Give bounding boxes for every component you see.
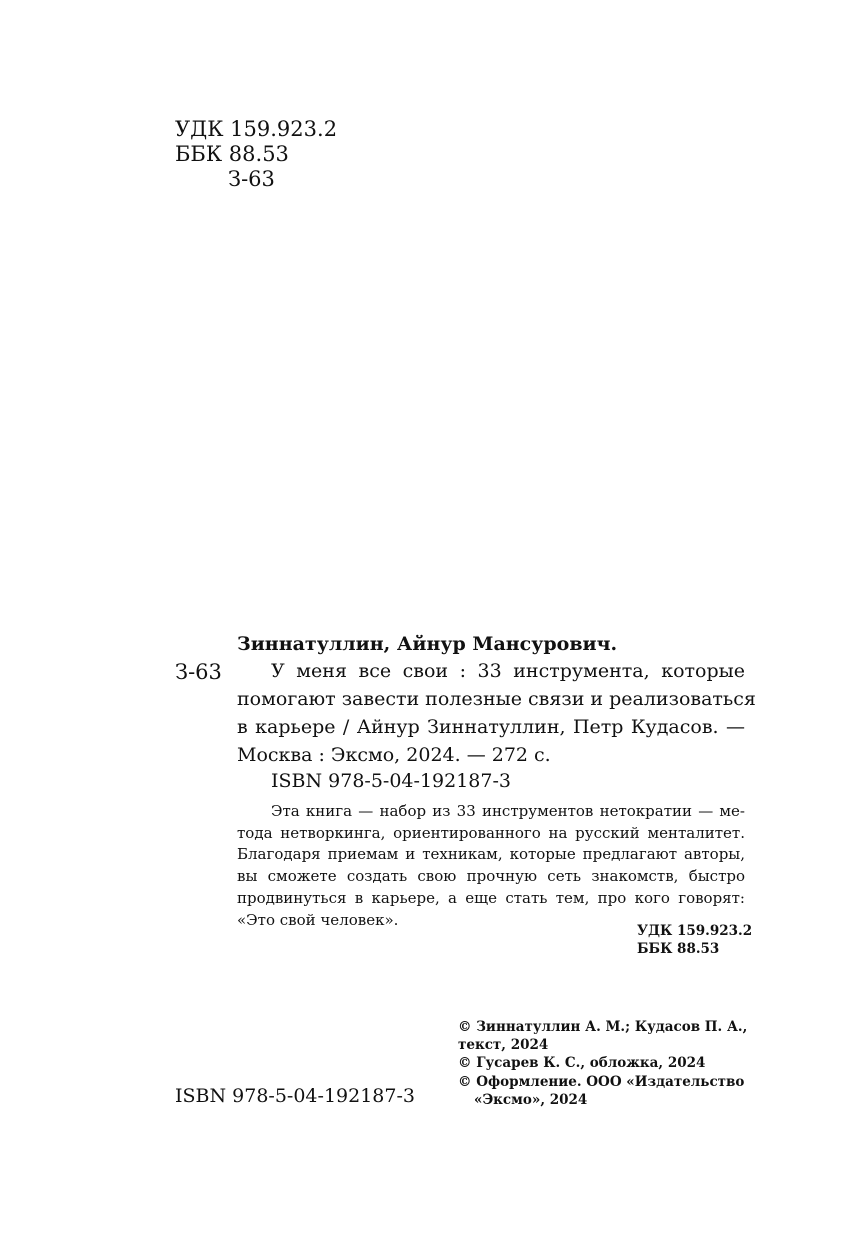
annotation-line: Благодаря приемам и техникам, которые предлагают авторы, [237, 845, 745, 864]
bbk-code-card: ББК 88.53 [637, 941, 720, 957]
isbn-footer: ISBN 978-5-04-192187-3 [175, 1085, 415, 1107]
udk-code-card: УДК 159.923.2 [637, 923, 753, 939]
copyright-line: © Оформление. ООО «Издательство [458, 1073, 745, 1090]
copyright-line: текст, 2024 [458, 1037, 549, 1054]
author-mark-top: З-63 [228, 167, 275, 191]
udk-code-top: УДК 159.923.2 [175, 117, 338, 141]
copyright-line: © Гусарев К. С., обложка, 2024 [458, 1055, 706, 1072]
bbk-code-top: ББК 88.53 [175, 142, 289, 166]
annotation-line: продвинуться в карьере, а еще стать тем, про кого говорят: [237, 888, 745, 907]
copyright-line: © Зиннатуллин А. М.; Кудасов П. А., [458, 1019, 748, 1035]
description-line: У меня все свои : 33 инструмента, которые [271, 660, 745, 682]
author-mark-card: З-63 [175, 660, 222, 684]
description-line: помогают завести полезные связи и реализоваться [237, 688, 756, 710]
annotation-line: Эта книга — набор из 33 инструментов нетократии — ме- [271, 802, 745, 820]
description-line: Москва : Эксмо, 2024. — 272 с. [237, 744, 551, 766]
annotation-line: тода нетворкинга, ориентированного на русский менталитет. [237, 823, 745, 842]
isbn-card: ISBN 978-5-04-192187-3 [271, 770, 511, 792]
annotation-line: «Это свой человек». [237, 910, 399, 929]
annotation [237, 801, 745, 931]
copyright-block [458, 1018, 747, 1109]
author-heading: Зиннатуллин, Айнур Мансурович. [237, 633, 618, 655]
copyright-line: «Эксмо», 2024 [474, 1091, 588, 1108]
bibliographic-description [237, 657, 756, 769]
description-line: в карьере / Айнур Зиннатуллин, Петр Кудасов. — [237, 716, 745, 738]
annotation-line: вы сможете создать свою прочную сеть знакомств, быстро [237, 867, 745, 886]
